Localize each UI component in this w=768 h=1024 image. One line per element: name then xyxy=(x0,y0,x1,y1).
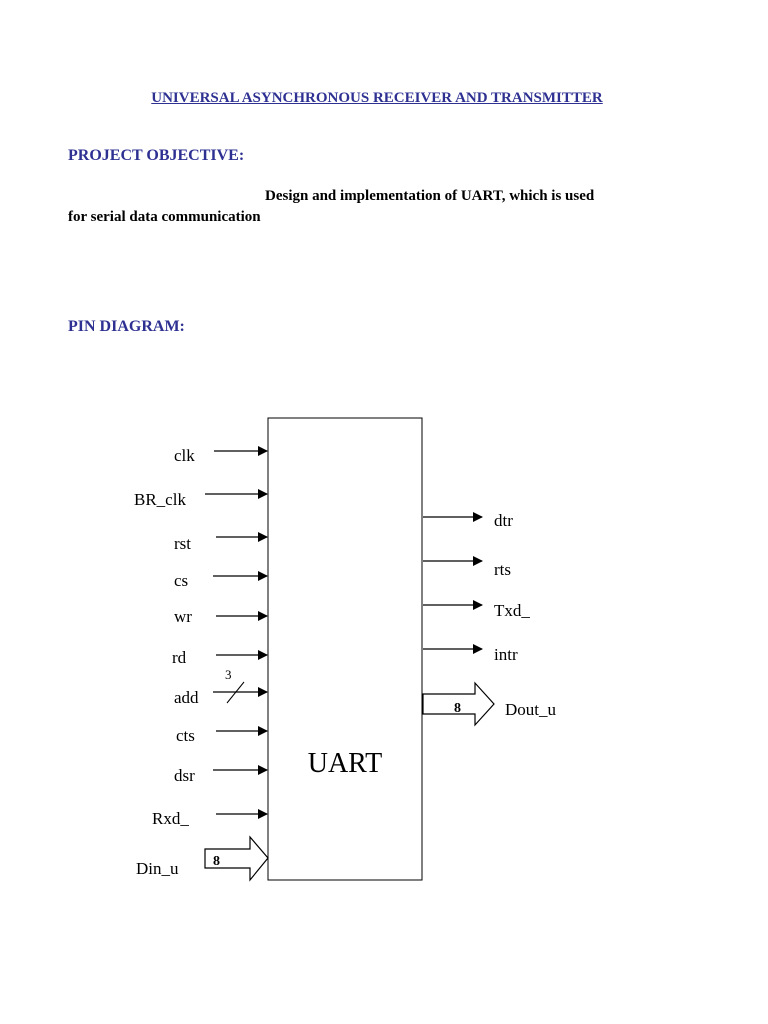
uart-block-label: UART xyxy=(307,748,383,779)
pin-label-rst: rst xyxy=(174,534,191,553)
uart-block xyxy=(268,418,422,880)
pin-cs xyxy=(174,571,267,590)
pin-label-intr: intr xyxy=(494,645,518,664)
pin-dtr xyxy=(423,511,513,530)
pin-diagram-heading: PIN DIAGRAM: xyxy=(68,318,185,335)
data-out-bus-width: 8 xyxy=(454,701,461,716)
pin-label-rts: rts xyxy=(494,560,511,579)
objective-text-line-2: for serial data communication xyxy=(68,209,261,225)
pin-rd xyxy=(172,648,267,667)
data-in-bus-width: 8 xyxy=(213,854,220,869)
pin-label-cs: cs xyxy=(174,571,189,590)
pin-rst xyxy=(174,534,267,553)
pin-label-dout-u: Dout_u xyxy=(505,700,556,719)
pin-dout-u xyxy=(423,683,557,725)
pin-label-add: add xyxy=(174,688,199,707)
pin-rxd xyxy=(152,809,267,828)
pin-label-br-clk: BR_clk xyxy=(134,490,186,509)
pin-label-txd: Txd_ xyxy=(494,601,530,620)
pin-wr xyxy=(174,607,267,626)
project-objective-heading: PROJECT OBJECTIVE: xyxy=(68,147,245,164)
pin-label-rd: rd xyxy=(172,648,187,667)
pin-br-clk xyxy=(134,490,267,509)
pin-label-wr: wr xyxy=(174,607,192,626)
pin-cts xyxy=(176,726,267,745)
pin-din-u xyxy=(136,837,268,880)
pin-intr xyxy=(423,645,518,664)
objective-text-line-1: Design and implementation of UART, which is used xyxy=(265,188,595,204)
pin-label-cts: cts xyxy=(176,726,195,745)
pin-label-rxd: Rxd_ xyxy=(152,809,189,828)
pin-clk xyxy=(174,446,267,465)
pin-label-clk: clk xyxy=(174,446,195,465)
pin-rts xyxy=(423,560,511,579)
address-bus-width: 3 xyxy=(225,667,232,682)
pin-add xyxy=(174,667,267,707)
document-title: UNIVERSAL ASYNCHRONOUS RECEIVER AND TRANSMITTER xyxy=(151,90,603,106)
pin-label-din-u: Din_u xyxy=(136,859,179,878)
pin-txd xyxy=(423,601,530,620)
pin-label-dsr: dsr xyxy=(174,766,195,785)
pin-dsr xyxy=(174,766,267,785)
pin-label-dtr: dtr xyxy=(494,511,513,530)
